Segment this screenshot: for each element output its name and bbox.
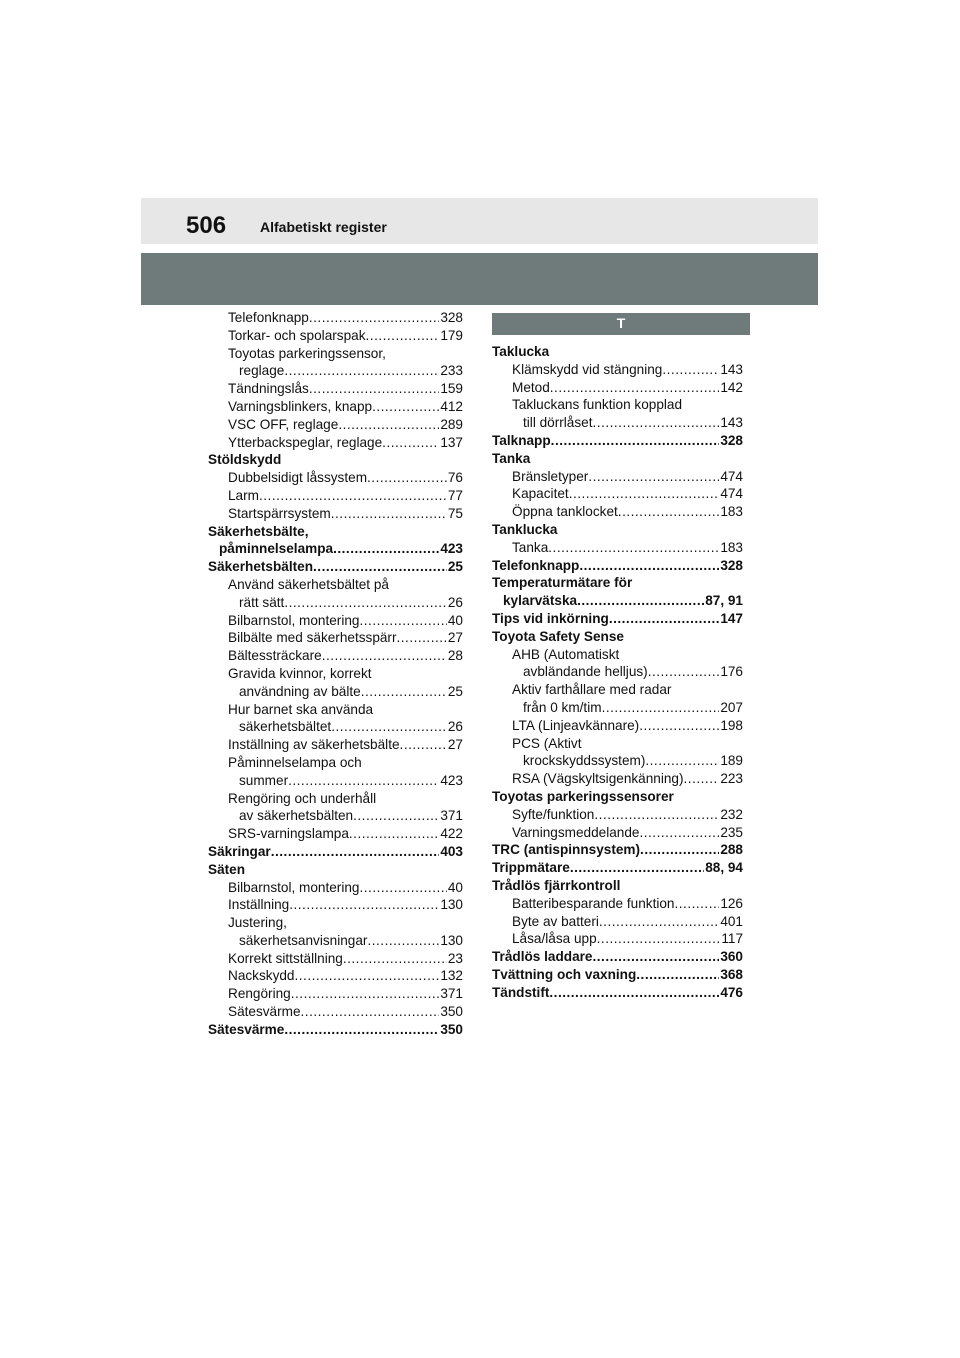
index-entry-term: Tändstift	[492, 984, 550, 1000]
dot-leader	[674, 895, 719, 913]
index-entry-page[interactable]: 233	[440, 363, 463, 379]
index-entry-term: Talknapp	[492, 432, 551, 448]
dot-leader	[294, 967, 439, 985]
index-entry-term: Larm	[228, 487, 259, 503]
index-entry	[492, 895, 743, 913]
index-entry	[492, 646, 743, 664]
index-entry-term: Rengöring och underhåll	[228, 790, 377, 806]
dot-leader	[359, 879, 446, 897]
index-entry-term: Bältessträckare	[228, 648, 322, 664]
index-entry-term: Toyota Safety Sense	[492, 628, 624, 644]
index-entry-page[interactable]: 235	[720, 824, 743, 840]
index-entry	[492, 592, 743, 610]
index-entry-page[interactable]: 401	[720, 913, 743, 929]
index-entry-term: Klämskydd vid stängning	[512, 361, 663, 377]
index-entry-page[interactable]: 87, 91	[705, 593, 743, 609]
index-entry-term: av säkerhetsbälten	[239, 808, 354, 824]
index-entry-term: Tips vid inkörning	[492, 610, 609, 626]
index-entry-term: Inställning	[228, 897, 290, 913]
index-entry-page[interactable]: 76	[447, 470, 463, 486]
index-entry	[208, 825, 463, 843]
index-entry-page[interactable]: 223	[720, 771, 743, 787]
index-entry	[492, 468, 743, 486]
index-entry	[492, 930, 743, 948]
index-entry-page[interactable]: 288	[720, 842, 743, 858]
index-entry	[492, 824, 743, 842]
index-entry-term: Aktiv farthållare med radar	[512, 682, 672, 698]
index-entry-term: Inställning av säkerhetsbälte	[228, 737, 400, 753]
dot-leader	[359, 612, 446, 630]
index-entry	[492, 770, 743, 788]
dot-leader	[579, 557, 719, 575]
index-entry	[208, 807, 463, 825]
index-entry-term: Nackskydd	[228, 968, 295, 984]
index-entry	[208, 327, 463, 345]
index-entry-page[interactable]: 137	[440, 434, 463, 450]
dot-leader	[602, 699, 720, 717]
dot-leader	[322, 647, 447, 665]
index-entry	[208, 718, 463, 736]
index-entry	[208, 505, 463, 523]
index-entry	[208, 683, 463, 701]
index-entry	[208, 629, 463, 647]
index-entry	[208, 558, 463, 576]
index-entry-term: Trådlös laddare	[492, 949, 593, 965]
index-entry	[208, 985, 463, 1003]
dot-leader	[594, 806, 719, 824]
index-entry-term: Torkar- och spolarspak	[228, 327, 366, 343]
dot-leader	[271, 843, 440, 861]
index-entry	[208, 451, 463, 469]
index-entry-page[interactable]: 423	[440, 772, 463, 788]
index-entry	[492, 379, 743, 397]
index-entry	[208, 665, 463, 683]
index-entry-term: Metod	[512, 379, 550, 395]
dot-leader	[397, 629, 447, 647]
index-entry-term: Säkerhetsbälten	[208, 559, 314, 575]
index-entry-term: Tändningslås	[228, 381, 309, 397]
index-entry	[208, 434, 463, 452]
index-entry-term: från 0 km/tim	[523, 699, 602, 715]
dot-leader	[639, 824, 719, 842]
dot-leader	[366, 327, 440, 345]
dot-leader	[353, 807, 439, 825]
index-entry-page[interactable]: 77	[447, 487, 463, 503]
dot-leader	[662, 361, 719, 379]
index-entry-page[interactable]: 198	[720, 717, 743, 733]
index-entry-page[interactable]: 474	[720, 486, 743, 502]
index-entry-term: Säkringar	[208, 843, 271, 859]
index-entry-term: Rengöring	[228, 986, 291, 1002]
index-entry-page[interactable]: 207	[720, 699, 743, 715]
index-entry-page[interactable]: 189	[720, 753, 743, 769]
index-entry-term: VSC OFF, reglage	[228, 416, 339, 432]
index-entry-term: Öppna tanklocket	[512, 504, 618, 520]
index-column-right	[492, 343, 743, 1001]
dot-leader	[338, 416, 439, 434]
dot-leader	[618, 503, 720, 521]
dot-leader	[289, 896, 439, 914]
index-entry	[492, 913, 743, 931]
index-entry-term: Bränsletyper	[512, 468, 589, 484]
index-entry-term: AHB (Automatiskt	[512, 646, 620, 662]
index-entry-term: Tanklucka	[492, 521, 558, 537]
index-entry	[208, 540, 463, 558]
dot-leader	[636, 966, 719, 984]
index-entry-term: Bilbarnstol, montering	[228, 879, 360, 895]
index-entry	[492, 361, 743, 379]
index-entry-term: Dubbelsidigt låssystem	[228, 470, 368, 486]
index-entry	[492, 539, 743, 557]
index-entry-page[interactable]: 403	[440, 843, 463, 859]
index-entry-term: Tanka	[512, 539, 549, 555]
index-entry-page[interactable]: 130	[440, 897, 463, 913]
index-entry	[492, 788, 743, 806]
index-entry-page[interactable]: 371	[440, 986, 463, 1002]
index-entry	[208, 914, 463, 932]
dot-leader	[309, 380, 439, 398]
index-entry-term: PCS (Aktivt	[512, 735, 582, 751]
dot-leader	[550, 379, 720, 397]
dot-leader	[400, 736, 447, 754]
index-entry	[492, 432, 743, 450]
dot-leader	[291, 985, 440, 1003]
index-entry	[492, 699, 743, 717]
dot-leader	[367, 932, 439, 950]
index-entry-page[interactable]: 143	[720, 415, 743, 431]
dot-leader	[599, 913, 719, 931]
index-entry	[208, 932, 463, 950]
index-entry-term: Toyotas parkeringssensorer	[492, 788, 674, 804]
index-entry-term: Påminnelselampa och	[228, 754, 362, 770]
index-entry-page[interactable]: 132	[440, 968, 463, 984]
index-entry-term: Trippmätare	[492, 860, 570, 876]
index-entry	[208, 736, 463, 754]
index-entry-term: Använd säkerhetsbältet på	[228, 576, 389, 592]
index-entry-term: Säkerhetsbälte,	[208, 523, 309, 539]
index-entry-term: Toyotas parkeringssensor,	[228, 345, 386, 361]
index-entry-term: Telefonknapp	[492, 557, 580, 573]
index-entry-term: Ytterbackspeglar, reglage	[228, 434, 383, 450]
index-entry-term: kylarvätska	[503, 593, 578, 609]
index-entry	[208, 861, 463, 879]
index-entry-term: Varningsblinkers, knapp	[228, 398, 373, 414]
dot-leader	[609, 610, 719, 628]
index-entry-term: rätt sätt	[239, 594, 285, 610]
index-entry-page[interactable]: 328	[720, 557, 743, 573]
letter-heading: T	[492, 313, 750, 335]
index-entry-page[interactable]: 40	[447, 612, 463, 628]
index-entry-page[interactable]: 117	[721, 931, 743, 947]
index-entry-page[interactable]: 25	[447, 683, 463, 699]
index-entry-term: summer	[239, 772, 289, 788]
index-entry	[492, 574, 743, 592]
index-entry-page[interactable]: 412	[440, 398, 463, 414]
dot-leader	[284, 1021, 439, 1039]
index-entry-term: Säten	[208, 861, 246, 877]
index-entry-term: Korrekt sittställning	[228, 950, 343, 966]
index-entry	[492, 806, 743, 824]
index-entry	[492, 557, 743, 575]
index-entry-page[interactable]: 232	[720, 806, 743, 822]
index-entry	[208, 523, 463, 541]
index-entry-page[interactable]: 368	[720, 966, 743, 982]
index-column-left	[208, 309, 463, 1039]
index-entry	[208, 594, 463, 612]
index-entry	[208, 398, 463, 416]
index-entry	[492, 735, 743, 753]
dot-leader	[597, 930, 721, 948]
index-entry-term: Hur barnet ska använda	[228, 701, 374, 717]
index-entry-page[interactable]: 350	[440, 1021, 463, 1037]
index-entry-page[interactable]: 40	[447, 879, 463, 895]
index-entry-page[interactable]: 25	[447, 559, 463, 575]
index-entry	[492, 877, 743, 895]
dot-leader	[551, 432, 720, 450]
index-entry-page[interactable]: 75	[447, 505, 463, 521]
dot-leader	[284, 594, 447, 612]
index-entry	[208, 416, 463, 434]
dot-leader	[593, 414, 720, 432]
index-entry-term: Taklucka	[492, 344, 550, 359]
index-entry	[492, 503, 743, 521]
index-entry	[208, 469, 463, 487]
index-entry-page[interactable]: 147	[720, 610, 743, 626]
dot-leader	[301, 1003, 440, 1021]
index-entry-term: krockskyddssystem)	[523, 753, 646, 769]
dot-leader	[640, 841, 719, 859]
index-entry-term: påminnelselampa	[219, 541, 334, 557]
dot-leader	[569, 485, 720, 503]
index-entry-page[interactable]: 179	[440, 327, 463, 343]
dot-leader	[648, 663, 720, 681]
index-entry	[208, 362, 463, 380]
index-entry-page[interactable]: 328	[720, 432, 743, 448]
dot-leader	[592, 948, 719, 966]
index-entry	[492, 414, 743, 432]
index-entry-term: Telefonknapp	[228, 310, 309, 325]
index-entry-page[interactable]: 26	[447, 594, 463, 610]
index-entry	[492, 343, 743, 361]
index-entry	[492, 681, 743, 699]
index-entry-page[interactable]: 27	[447, 737, 463, 753]
dot-leader	[331, 718, 447, 736]
index-entry-term: användning av bälte	[239, 683, 361, 699]
dot-leader	[684, 770, 720, 788]
index-entry-page[interactable]: 126	[720, 895, 743, 911]
dot-leader	[284, 362, 439, 380]
index-entry-term: säkerhetsanvisningar	[239, 932, 368, 948]
dot-leader	[288, 772, 439, 790]
index-entry	[208, 950, 463, 968]
index-entry-term: Stöldskydd	[208, 452, 282, 468]
index-entry-term: Trådlös fjärrkontroll	[492, 877, 621, 893]
index-entry	[492, 485, 743, 503]
index-entry-term: Bilbarnstol, montering	[228, 612, 360, 628]
index-entry-term: säkerhetsbältet	[239, 719, 332, 735]
index-entry-term: Tanka	[492, 450, 531, 466]
index-entry-page[interactable]: 422	[440, 826, 463, 842]
dot-leader	[349, 825, 439, 843]
index-entry	[208, 843, 463, 861]
dot-leader	[639, 717, 719, 735]
index-entry-term: Syfte/funktion	[512, 806, 595, 822]
index-entry-page[interactable]: 28	[447, 648, 463, 664]
index-entry	[208, 647, 463, 665]
index-entry-page[interactable]: 289	[440, 416, 463, 432]
index-entry-page[interactable]: 476	[720, 984, 743, 1000]
index-entry	[208, 576, 463, 594]
index-entry	[492, 841, 743, 859]
index-entry-term: Justering,	[228, 915, 287, 931]
index-entry-page[interactable]: 130	[440, 932, 463, 948]
dot-leader	[645, 752, 719, 770]
dot-leader	[372, 398, 439, 416]
index-entry-page[interactable]: 26	[447, 719, 463, 735]
index-entry	[492, 521, 743, 539]
index-entry-term: avbländande helljus)	[523, 664, 648, 680]
index-entry	[208, 1003, 463, 1021]
index-entry	[208, 772, 463, 790]
section-title: Alfabetiskt register	[260, 219, 387, 235]
dot-leader	[588, 468, 719, 486]
index-entry-term: Byte av batteri	[512, 913, 599, 929]
index-entry	[492, 450, 743, 468]
index-entry-term: Temperaturmätare för	[492, 575, 633, 591]
dot-leader	[382, 434, 439, 452]
index-entry-page[interactable]: 183	[720, 539, 743, 555]
index-entry	[208, 790, 463, 808]
index-entry	[492, 717, 743, 735]
index-entry-term: SRS-varningslampa	[228, 826, 349, 842]
index-entry	[492, 948, 743, 966]
index-entry	[492, 628, 743, 646]
index-entry-page[interactable]: 27	[447, 630, 463, 646]
index-entry-page[interactable]: 143	[720, 361, 743, 377]
index-entry	[208, 380, 463, 398]
index-entry	[208, 1021, 463, 1039]
index-entry-page[interactable]: 159	[440, 381, 463, 397]
index-entry	[208, 345, 463, 363]
index-entry-term: LTA (Linjeavkännare)	[512, 717, 640, 733]
index-entry	[492, 752, 743, 770]
index-entry-page[interactable]: 183	[720, 504, 743, 520]
index-entry-page[interactable]: 88, 94	[705, 860, 743, 876]
index-entry	[492, 663, 743, 681]
dot-leader	[549, 984, 719, 1002]
index-entry-term: Batteribesparande funktion	[512, 895, 675, 911]
index-entry	[492, 610, 743, 628]
dot-leader	[309, 309, 439, 327]
index-entry	[208, 309, 463, 327]
index-entry-page[interactable]: 23	[447, 950, 463, 966]
index-entry-term: Startspärrsystem	[228, 505, 331, 521]
header-band	[141, 253, 818, 305]
index-entry	[208, 701, 463, 719]
index-entry-page[interactable]: 176	[720, 664, 743, 680]
index-entry-term: Sätesvärme	[228, 1004, 301, 1020]
index-entry-page[interactable]: 474	[720, 468, 743, 484]
dot-leader	[313, 558, 447, 576]
index-entry-term: Bilbälte med säkerhetsspärr	[228, 630, 397, 646]
page-number: 506	[186, 212, 227, 239]
dot-leader	[548, 539, 719, 557]
dot-leader	[343, 950, 447, 968]
dot-leader	[259, 487, 447, 505]
index-entry	[208, 879, 463, 897]
index-entry	[492, 859, 743, 877]
dot-leader	[570, 859, 704, 877]
header-bar	[141, 198, 818, 244]
index-entry-page[interactable]: 142	[720, 379, 743, 395]
index-entry-term: Tvättning och vaxning	[492, 966, 637, 982]
dot-leader	[331, 505, 447, 523]
index-entry-term: Kapacitet	[512, 486, 569, 502]
index-entry-term: Varningsmeddelande	[512, 824, 640, 840]
index-entry-term: reglage	[239, 363, 285, 379]
index-entry	[492, 984, 743, 1002]
index-entry	[208, 967, 463, 985]
dot-leader	[333, 540, 439, 558]
index-entry	[492, 396, 743, 414]
index-entry-page[interactable]: 350	[440, 1004, 463, 1020]
dot-leader	[577, 592, 704, 610]
index-entry-page[interactable]: 360	[720, 949, 743, 965]
index-entry-page[interactable]: 371	[440, 808, 463, 824]
index-entry-term: Sätesvärme	[208, 1021, 285, 1037]
index-entry-term: Gravida kvinnor, korrekt	[228, 665, 372, 681]
index-entry-term: RSA (Vägskyltsigenkänning)	[512, 771, 684, 787]
index-entry-term: till dörrlåset	[523, 415, 593, 431]
dot-leader	[361, 683, 447, 701]
index-entry	[492, 966, 743, 984]
index-entry	[208, 896, 463, 914]
index-entry-term: TRC (antispinnsystem)	[492, 842, 641, 858]
index-entry-page[interactable]: 423	[440, 541, 463, 557]
index-entry	[208, 487, 463, 505]
dot-leader	[367, 469, 447, 487]
index-entry	[208, 754, 463, 772]
index-entry	[208, 612, 463, 630]
index-entry-term: Låsa/låsa upp	[512, 931, 597, 947]
index-entry-term: Takluckans funktion kopplad	[512, 397, 683, 413]
index-entry-page[interactable]: 328	[440, 310, 463, 325]
